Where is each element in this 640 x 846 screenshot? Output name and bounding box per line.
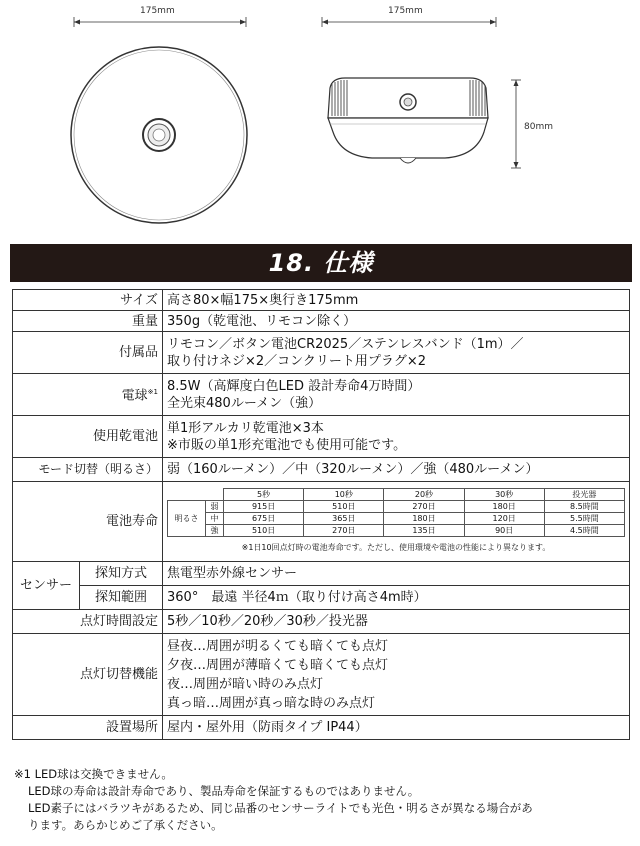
lighting-line: 夕夜…周囲が薄暗くても暗くても点灯 <box>167 657 389 673</box>
bulb-line-1: 8.5W（高輝度白色LED 設計寿命4万時間） <box>167 378 421 394</box>
battery-life-note: ※1日10回点灯時の電池寿命です。ただし、使用環境や電池の性能により異なります。 <box>241 543 551 552</box>
lighting-value <box>163 634 630 716</box>
battery-life-value: 180日 <box>384 513 464 525</box>
battery-life-level: 中 <box>206 513 224 525</box>
size-label: サイズ <box>13 290 163 311</box>
lighting-line: 真っ暗…周囲が真っ暗な時のみ点灯 <box>167 695 376 711</box>
spec-row-sensor-range <box>13 586 630 610</box>
bulb-label: 電球 <box>121 388 148 404</box>
top-view-light <box>71 47 247 223</box>
battery-life-value: 675日 <box>224 513 304 525</box>
spec-row-mode <box>13 458 630 482</box>
battery-life-value: 8.5時間 <box>544 501 624 513</box>
location-label: 設置場所 <box>13 716 163 740</box>
sensor-label: センサー <box>13 562 80 610</box>
battery-life-value: 4.5時間 <box>544 525 624 537</box>
side-view-height-label: 80mm <box>524 122 553 132</box>
spec-row-weight <box>13 311 630 332</box>
battery-life-label: 電池寿命 <box>13 482 163 562</box>
section-title: 18. 仕様 <box>10 244 632 282</box>
spec-row-sensor-method <box>13 562 630 586</box>
bulb-value <box>163 374 630 416</box>
top-view-width-label: 175mm <box>140 6 175 16</box>
spec-row-bulb <box>13 374 630 416</box>
spec-row-lighting <box>13 634 630 716</box>
lighting-label: 点灯切替機能 <box>13 634 163 716</box>
battery-life-table <box>167 488 625 537</box>
side-view-dimension-line <box>322 17 496 27</box>
bulb-footnote-mark: ※1 <box>147 388 158 397</box>
battery-life-value: 270日 <box>384 501 464 513</box>
product-drawing <box>0 0 640 240</box>
sensor-method-label: 探知方式 <box>80 562 163 586</box>
spec-row-accessories <box>13 332 630 374</box>
timer-label: 点灯時間設定 <box>13 610 163 634</box>
accessories-label: 付属品 <box>13 332 163 374</box>
battery-life-header: 20秒 <box>384 489 464 501</box>
battery-life-level: 強 <box>206 525 224 537</box>
footnote-1: ※1 LED球は交換できません。 <box>14 767 173 781</box>
battery-life-row-weak <box>168 501 625 513</box>
lighting-line: 昼夜…周囲が明るくても暗くても点灯 <box>167 638 389 654</box>
battery-life-row-strong <box>168 525 625 537</box>
top-view-dimension-line <box>74 17 246 27</box>
location-value: 屋内・屋外用（防雨タイプ IP44） <box>163 716 630 740</box>
battery-life-header-row <box>168 489 625 501</box>
weight-value: 350g（乾電池、リモコン除く） <box>163 311 630 332</box>
sensor-range-value: 360° 最遠 半径4ｍ（取り付け高さ4m時） <box>163 586 630 610</box>
side-view-depth-label: 175mm <box>388 6 423 16</box>
footnote-3: LED素子にはバラツキがあるため、同じ品番のセンサーライトでも光色・明るさが異なる場合があ <box>28 801 533 815</box>
battery-life-value: 90日 <box>464 525 544 537</box>
bulb-label-cell <box>13 374 163 416</box>
spec-row-battery <box>13 416 630 458</box>
timer-value: 5秒／10秒／20秒／30秒／投光器 <box>163 610 630 634</box>
spec-row-timer <box>13 610 630 634</box>
battery-life-header: 投光器 <box>544 489 624 501</box>
battery-label: 使用乾電池 <box>13 416 163 458</box>
battery-life-level: 弱 <box>206 501 224 513</box>
battery-life-header: 5秒 <box>224 489 304 501</box>
lighting-line: 夜…周囲が暗い時のみ点灯 <box>167 676 324 692</box>
footnote-4: ります。あらかじめご了承ください。 <box>28 818 223 832</box>
mode-label: モード切替（明るさ） <box>13 458 163 482</box>
accessories-line-1: リモコン／ボタン電池CR2025／ステンレスバンド（1m）／ <box>167 336 524 352</box>
battery-life-value: 270日 <box>304 525 384 537</box>
size-value: 高さ80×幅175×奥行き175mm <box>163 290 630 311</box>
battery-life-value: 5.5時間 <box>544 513 624 525</box>
spec-table <box>12 289 630 740</box>
accessories-line-2: 取り付けネジ×2／コンクリート用プラグ×2 <box>167 353 427 369</box>
battery-life-value: 135日 <box>384 525 464 537</box>
spec-row-battery-life <box>13 482 630 562</box>
mode-value: 弱（160ルーメン）／中（320ルーメン）／強（480ルーメン） <box>163 458 630 482</box>
battery-line-1: 単1形アルカリ乾電池×3本 <box>167 420 324 436</box>
battery-life-header: 10秒 <box>304 489 384 501</box>
height-dimension-line <box>511 80 521 168</box>
bulb-line-2: 全光束480ルーメン（強） <box>167 395 322 411</box>
sensor-method-value: 焦電型赤外線センサー <box>163 562 630 586</box>
battery-life-value: 365日 <box>304 513 384 525</box>
battery-life-value: 510日 <box>304 501 384 513</box>
battery-life-value: 120日 <box>464 513 544 525</box>
battery-life-header: 30秒 <box>464 489 544 501</box>
battery-line-2: ※市販の単1形充電池でも使用可能です。 <box>167 437 407 453</box>
accessories-value <box>163 332 630 374</box>
footnote-2: LED球の寿命は設計寿命であり、製品寿命を保証するものではありません。 <box>28 784 420 798</box>
side-view-light <box>328 78 488 163</box>
battery-value <box>163 416 630 458</box>
battery-life-row-group: 明るさ <box>168 501 206 537</box>
spec-row-location <box>13 716 630 740</box>
weight-label: 重量 <box>13 311 163 332</box>
battery-life-row-medium <box>168 513 625 525</box>
sensor-range-label: 探知範囲 <box>80 586 163 610</box>
spec-row-size <box>13 290 630 311</box>
battery-life-value: 915日 <box>224 501 304 513</box>
battery-life-cell <box>163 482 630 562</box>
battery-life-value: 510日 <box>224 525 304 537</box>
battery-life-value: 180日 <box>464 501 544 513</box>
